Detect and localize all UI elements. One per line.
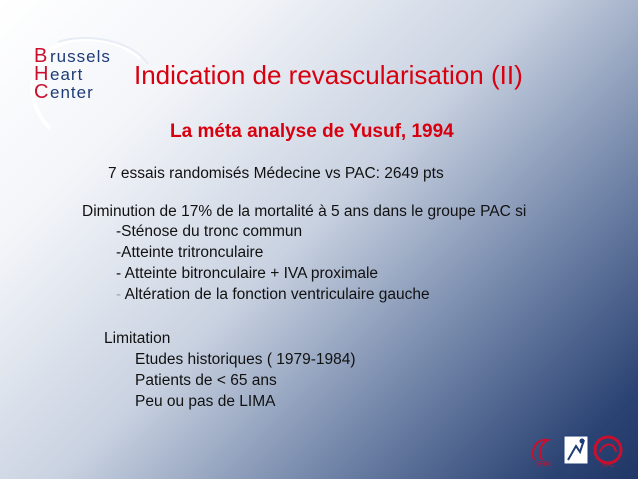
condition-item-4 (116, 286, 430, 304)
logo-h-rest: eart (50, 65, 84, 84)
logo-b-rest: russels (50, 47, 111, 66)
cardio-figure-logo (564, 436, 588, 464)
slide-subtitle: La méta analyse de Yusuf, 1994 (170, 121, 454, 142)
limitation-heading: Limitation (104, 330, 171, 347)
condition-item-4-dash: - (116, 286, 122, 303)
logo-c-rest: enter (50, 83, 94, 102)
limitation-item-1: Etudes historiques ( 1979-1984) (135, 351, 356, 368)
logo-b-initial: B (34, 45, 48, 67)
sfrc-logo (533, 440, 553, 468)
logo-c-initial: C (34, 81, 49, 103)
condition-item-3: - Atteinte bitronculaire + IVA proximale (116, 265, 379, 282)
smc-logo (595, 437, 621, 469)
mortality-reduction-text: Diminution de 17% de la mortalité à 5 ans dans le groupe PAC si (82, 203, 527, 220)
sfrc-logo-text: SFRC (536, 462, 553, 468)
smc-logo-text: SMC (601, 463, 615, 469)
condition-item-4-text: Altération de la fonction ventriculaire gauche (124, 286, 430, 303)
logo-h-initial: H (34, 63, 49, 85)
trials-text: 7 essais randomisés Médecine vs PAC: 2649 pts (108, 165, 444, 182)
slide-title: Indication de revascularisation (II) (134, 60, 523, 90)
partner-logos (528, 430, 628, 470)
limitation-item-3: Peu ou pas de LIMA (135, 393, 276, 410)
limitation-item-2: Patients de < 65 ans (135, 372, 277, 389)
condition-item-1: -Sténose du tronc commun (116, 223, 303, 240)
condition-item-2: -Atteinte tritronculaire (116, 244, 264, 261)
